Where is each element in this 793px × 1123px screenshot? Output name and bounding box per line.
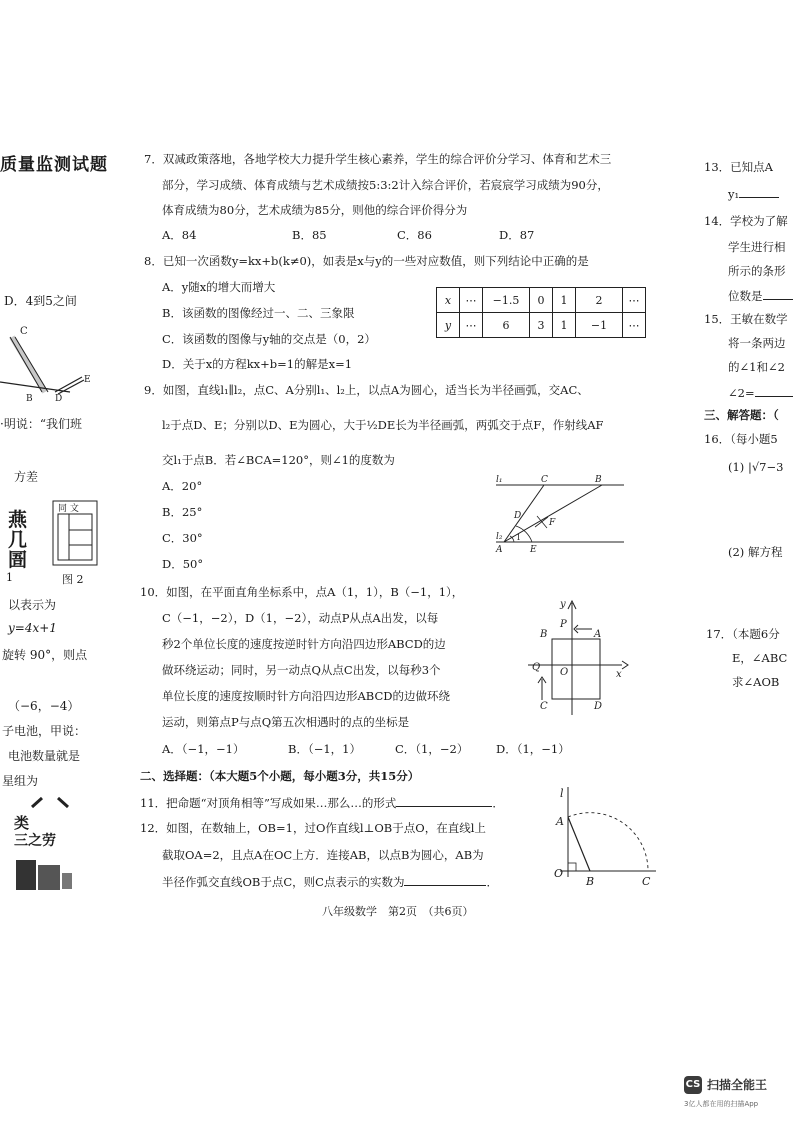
equation-fragment: y=4x+1 bbox=[8, 621, 57, 635]
q10-label-q: Q bbox=[532, 662, 541, 673]
q15-angle2: ∠2= bbox=[728, 386, 755, 400]
q8-value-table bbox=[436, 287, 646, 338]
q9-line3: 交l₁于点B．若∠BCA=120°，则∠1的度数为 bbox=[162, 453, 395, 467]
q14-fragment: 14．学校为了解 bbox=[704, 214, 788, 228]
q12-figure bbox=[552, 783, 660, 893]
table-cell: 2 bbox=[576, 288, 623, 313]
q9-line2: l₂于点D、E；分别以D、E为圆心，大于½DE长为半径画弧，两弧交于点F，作射线AF bbox=[162, 418, 604, 432]
ji-char: 几 bbox=[8, 529, 28, 551]
q15-fragment-2: 将一条两边 bbox=[728, 336, 786, 350]
camscanner-tagline: 3亿人都在用的扫描App bbox=[684, 1100, 759, 1108]
q7-option-a: A．84 bbox=[162, 228, 197, 242]
q10-line6: 运动，则第点P与点Q第五次相遇时的点的坐标是 bbox=[162, 715, 410, 729]
q9-label-l1: l₁ bbox=[496, 475, 503, 485]
q10-label-p: P bbox=[560, 619, 567, 630]
q10-option-c: C．（1，−2） bbox=[395, 742, 469, 756]
q10-line5: 单位长度的速度按顺时针方向沿四边形ABCD的边做环绕 bbox=[162, 689, 450, 703]
q9-option-c: C．30° bbox=[162, 531, 203, 545]
q13-y1: y₁ bbox=[728, 187, 740, 201]
page-footer: 八年级数学 第2页 （共6页） bbox=[322, 905, 474, 918]
q10-label-c: C bbox=[540, 701, 548, 712]
yan-char: 燕 bbox=[8, 509, 28, 531]
q7-line1: 7．双减政策落地，各地学校大力提升学生核心素养，学生的综合评价分学习、体育和艺术三 bbox=[144, 152, 612, 166]
q13-fragment: 13．已知点A bbox=[704, 160, 773, 174]
fig2-label: 图 2 bbox=[62, 573, 84, 586]
q12-label-l: l bbox=[560, 787, 564, 800]
q16-part1: (1) |√7−3 bbox=[728, 460, 784, 474]
q9-label-l2: l₂ bbox=[496, 532, 503, 542]
svg-text:D: D bbox=[55, 394, 63, 402]
q9-line1: 9．如图，直线l₁∥l₂，点C、A分别l₁、l₂上，以点A为圆心，适当长为半径画弧，交AC、 bbox=[144, 383, 589, 397]
page-title-fragment: 质量监测试题 bbox=[0, 155, 108, 175]
option-d-fragment: D．4到5之间 bbox=[4, 294, 77, 308]
q9-figure bbox=[492, 470, 627, 560]
q12-line2: 截取OA=2，且点A在OC上方．连接AB，以点B为圆心，AB为 bbox=[162, 848, 484, 862]
table-cell: 1 bbox=[553, 313, 576, 338]
q10-option-b: B．（−1，1） bbox=[288, 742, 361, 756]
q12-period: ． bbox=[486, 875, 498, 889]
q12-answer-blank[interactable] bbox=[404, 874, 486, 886]
q7-line2: 部分，学习成绩、体育成绩与艺术成绩按5:3:2计入综合评价，若宸宸学习成绩为90分， bbox=[162, 178, 609, 192]
image-fragment bbox=[14, 855, 74, 893]
q9-label-c: C bbox=[541, 475, 548, 485]
q12-line3-wrap bbox=[162, 874, 498, 889]
q12-label-c: C bbox=[642, 875, 651, 888]
camscanner-logo-icon: CS bbox=[684, 1076, 702, 1094]
q12-label-a: A bbox=[556, 815, 564, 828]
guo-char: 圄 bbox=[8, 549, 28, 571]
q14-median: 位数是 bbox=[728, 289, 763, 303]
point-fragment: （−6，−4） bbox=[8, 699, 80, 713]
q10-figure bbox=[526, 595, 631, 717]
ladder-figure bbox=[0, 322, 100, 402]
q9-label-d: D bbox=[514, 511, 522, 521]
q14-answer-blank[interactable] bbox=[763, 288, 793, 300]
table-cell: 0 bbox=[530, 288, 553, 313]
svg-text:E: E bbox=[84, 375, 91, 385]
q17-fragment-3: 求∠AOB bbox=[732, 675, 780, 689]
table-cell: 3 bbox=[530, 313, 553, 338]
q10-line1: 10．如图，在平面直角坐标系中，点A（1，1），B（−1，1）， bbox=[140, 585, 464, 599]
q14-fragment-2: 学生进行相 bbox=[728, 240, 786, 254]
section-3-fragment: 三、解答题：（ bbox=[704, 408, 779, 422]
say-fragment: ·明说：“我们班 bbox=[0, 417, 82, 431]
q11-text: 11．把命题“对顶角相等”写成如果…那么…的形式 bbox=[140, 796, 397, 810]
q10-label-b: B bbox=[540, 629, 548, 640]
q17-fragment: 17．（本题6分 bbox=[706, 627, 780, 641]
table-cell: ⋯ bbox=[623, 288, 646, 313]
q17-fragment-2: E，∠ABC bbox=[732, 651, 788, 665]
q15-fragment: 15．王敏在数学 bbox=[704, 312, 788, 326]
q15-fragment-3: 的∠1和∠2 bbox=[728, 360, 785, 374]
rotate-fragment: 旋转 90°，则点 bbox=[2, 648, 88, 662]
q10-label-a: A bbox=[594, 629, 602, 640]
q16-part2: (2) 解方程 bbox=[728, 545, 783, 559]
camscanner-brand: 扫描全能王 bbox=[707, 1078, 768, 1092]
svg-text:B: B bbox=[26, 394, 33, 402]
q7-line3: 体育成绩为80分，艺术成绩为85分，则他的综合评价得分为 bbox=[162, 203, 468, 217]
q10-line2: C（−1，−2），D（1，−2），动点P从点A出发，以每 bbox=[162, 611, 439, 625]
q10-label-x: x bbox=[616, 669, 622, 680]
table-cell: x bbox=[437, 288, 460, 313]
q10-option-a: A．（−1，−1） bbox=[162, 742, 245, 756]
q14-fragment-4 bbox=[728, 288, 793, 303]
q10-option-d: D．（1，−1） bbox=[496, 742, 570, 756]
q12-line1: 12．如图，在数轴上，OB=1，过O作直线l⊥OB于点O，在直线l上 bbox=[140, 821, 486, 835]
q11-stem bbox=[140, 795, 504, 810]
q7-option-b: B．85 bbox=[292, 228, 327, 242]
q8-option-d: D．关于x的方程kx+b=1的解是x=1 bbox=[162, 357, 353, 371]
q9-option-d: D．50° bbox=[162, 557, 204, 571]
q9-label-f: F bbox=[549, 518, 556, 528]
q12-label-b: B bbox=[586, 875, 595, 888]
q11-period: ． bbox=[492, 796, 504, 810]
q9-option-b: B．25° bbox=[162, 505, 203, 519]
table-row-y bbox=[437, 313, 646, 338]
q14-fragment-3: 所示的条形 bbox=[728, 264, 786, 278]
table-cell: 6 bbox=[483, 313, 530, 338]
table-cell: ⋯ bbox=[623, 313, 646, 338]
table-cell: −1 bbox=[576, 313, 623, 338]
q12-label-o: O bbox=[554, 867, 564, 880]
q10-line4: 做环绕运动；同时，另一动点Q从点C出发，以每秒3个 bbox=[162, 663, 441, 677]
q13-answer-blank[interactable] bbox=[739, 186, 779, 198]
q13-fragment-2 bbox=[728, 186, 779, 201]
q16-fragment: 16．（每小题5 bbox=[704, 432, 778, 446]
q10-label-y: y bbox=[560, 599, 566, 610]
q9-option-a: A．20° bbox=[162, 479, 203, 493]
q8-option-a: A．y随x的增大而增大 bbox=[162, 280, 276, 294]
q9-label-e: E bbox=[530, 545, 537, 555]
grid-box-text: 同 文 bbox=[58, 504, 79, 514]
lei-char: 类 bbox=[14, 814, 30, 832]
q11-answer-blank[interactable] bbox=[396, 795, 492, 807]
battery-fragment-2: 电池数量就是 bbox=[8, 749, 81, 763]
q15-fragment-4 bbox=[728, 385, 793, 400]
scribble-mark bbox=[30, 795, 75, 810]
q15-answer-blank[interactable] bbox=[755, 385, 793, 397]
table-cell: −1.5 bbox=[483, 288, 530, 313]
q10-label-o: O bbox=[560, 667, 569, 678]
q9-label-angle1: 1 bbox=[516, 533, 522, 542]
table-cell: ⋯ bbox=[460, 288, 483, 313]
table-cell: 1 bbox=[553, 288, 576, 313]
table-cell: y bbox=[437, 313, 460, 338]
q8-stem: 8．已知一次函数y=kx+b(k≠0)，如表是x与y的一些对应数值，则下列结论中正确的是 bbox=[144, 254, 589, 268]
q7-option-c: C．86 bbox=[397, 228, 432, 242]
q10-label-d: D bbox=[594, 701, 603, 712]
table-row-x bbox=[437, 288, 646, 313]
lao-chars: 三之劳 bbox=[14, 833, 56, 849]
q9-label-b: B bbox=[595, 475, 602, 485]
q8-option-c: C．该函数的图像与y轴的交点是（0，2） bbox=[162, 332, 376, 346]
q9-label-a: A bbox=[496, 545, 503, 555]
q7-option-d: D．87 bbox=[499, 228, 535, 242]
group-fragment: 星组为 bbox=[2, 774, 39, 788]
q8-option-b: B．该函数的图像经过一、二、三象限 bbox=[162, 306, 355, 320]
q12-line3: 半径作弧交直线OB于点C，则C点表示的实数为 bbox=[162, 875, 405, 889]
represent-fragment: 以表示为 bbox=[8, 598, 57, 612]
table-cell: ⋯ bbox=[460, 313, 483, 338]
q10-line3: 秒2个单位长度的速度按逆时针方向沿四边形ABCD的边 bbox=[162, 637, 446, 651]
section-2-heading: 二、选择题：（本大题5个小题，每小题3分，共15分） bbox=[140, 769, 420, 783]
variance-fragment: 方差 bbox=[14, 470, 39, 484]
svg-text:C: C bbox=[20, 326, 28, 337]
fig1-label: 1 bbox=[6, 571, 13, 584]
battery-fragment: 子电池，甲说： bbox=[2, 724, 87, 738]
